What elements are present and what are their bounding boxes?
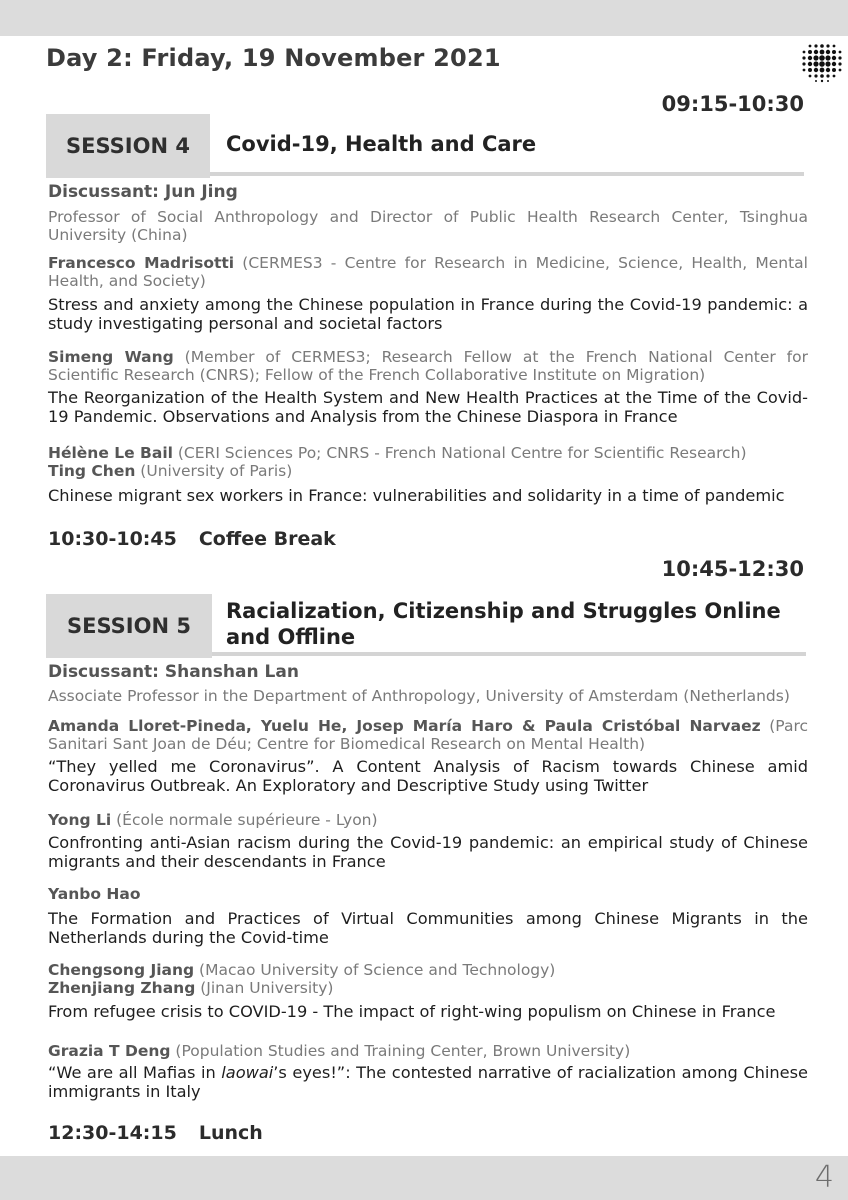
discussant-name: Discussant: Shanshan Lan xyxy=(48,662,299,682)
speaker-affiliation: (CERI Sciences Po; CNRS - French National Centre for Scientific Research) xyxy=(172,444,747,462)
speaker-name: Francesco Madrisotti xyxy=(48,254,235,272)
discussant-affiliation: Professor of Social Anthropology and Director of Public Health Research Center, Tsinghua University (China) xyxy=(48,208,808,244)
speaker-name: Zhenjiang Zhang xyxy=(48,979,196,997)
speaker-line xyxy=(48,444,808,462)
session4-paper-3 xyxy=(48,444,808,505)
speaker-affiliation: (Member of CERMES3; Research Fellow at the French National Center for Scientific Research (CNRS); Fellow of the French Collaborative Institute on Migration) xyxy=(48,348,808,384)
speaker-name: Hélène Le Bail xyxy=(48,444,173,462)
page-number: 4 xyxy=(814,1160,834,1195)
session5-title-line1: Racialization, Citizenship and Struggles Online xyxy=(226,599,781,623)
bottom-band xyxy=(0,1156,848,1200)
paper-title: From refugee crisis to COVID-19 - The impact of right-wing populism on Chinese in France xyxy=(48,1002,776,1021)
lunch-label: Lunch xyxy=(198,1122,263,1144)
paper-title: “They yelled me Coronavirus”. A Content Analysis of Racism towards Chinese amid Coronavirus Outbreak. An Exploratory and Descriptive Study using Twitter xyxy=(48,757,808,795)
session4-discussant xyxy=(48,182,808,244)
session5-divider xyxy=(212,652,806,656)
top-band xyxy=(0,0,848,36)
paper-title: Stress and anxiety among the Chinese population in France during the Covid-19 pandemic: a study investigating personal and societal factors xyxy=(48,295,808,333)
lunch-time: 12:30-14:15 xyxy=(48,1122,177,1144)
session4-paper-2 xyxy=(48,348,808,426)
speaker-affiliation: (CERMES3 - Centre for Research in Medicine, Science, Health, Mental Health, and Society) xyxy=(48,254,808,290)
paper-title: Chinese migrant sex workers in France: vulnerabilities and solidarity in a time of pandemic xyxy=(48,486,785,505)
speaker-line xyxy=(48,961,808,979)
speaker-affiliation: (Macao University of Science and Technology) xyxy=(194,961,556,979)
speaker-line xyxy=(48,811,808,829)
session5-paper-5 xyxy=(48,1042,808,1101)
session5-paper-3 xyxy=(48,885,808,947)
day-title: Day 2: Friday, 19 November 2021 xyxy=(46,44,501,72)
paper-title: Confronting anti-Asian racism during the Covid-19 pandemic: an empirical study of Chinese migrants and their descendants in France xyxy=(48,833,808,871)
discussant-name: Discussant: Jun Jing xyxy=(48,182,238,202)
speaker-affiliation: (Jinan University) xyxy=(195,979,334,997)
session5-paper-1 xyxy=(48,717,808,795)
speaker-line xyxy=(48,885,808,903)
speaker-line xyxy=(48,979,808,997)
paper-title: The Formation and Practices of Virtual Communities among Chinese Migrants in the Netherlands during the Covid-time xyxy=(48,909,808,947)
speaker-name: Amanda Lloret-Pineda, Yuelu He, Josep María Haro & Paula Cristóbal Narvaez xyxy=(48,717,761,735)
coffee-break-label: Coffee Break xyxy=(198,528,336,550)
coffee-break-time: 10:30-10:45 xyxy=(48,528,177,550)
session4-divider xyxy=(210,172,804,176)
dot-grid-icon xyxy=(800,42,844,84)
session5-title xyxy=(226,598,781,650)
session4-title: Covid-19, Health and Care xyxy=(226,132,537,156)
session4-label: SESSION 4 xyxy=(46,114,210,178)
discussant-affiliation: Associate Professor in the Department of Anthropology, University of Amsterdam (Netherlands) xyxy=(48,687,790,705)
session5-title-line2: and Offline xyxy=(226,625,356,649)
session5-label: SESSION 5 xyxy=(46,594,212,658)
speaker-line xyxy=(48,348,808,384)
speaker-name: Ting Chen xyxy=(48,462,136,480)
session5-paper-2 xyxy=(48,811,808,871)
paper-title: “We are all Mafias in laowai’s eyes!”: The contested narrative of racialization among Chinese immigrants in Italy xyxy=(48,1063,808,1101)
speaker-affiliation: (École normale supérieure - Lyon) xyxy=(111,811,378,829)
speaker-name: Simeng Wang xyxy=(48,348,174,366)
speaker-affiliation: (Parc Sanitari Sant Joan de Déu; Centre for Biomedical Research on Mental Health) xyxy=(48,717,808,753)
speaker-line xyxy=(48,462,808,480)
paper-title: The Reorganization of the Health System and New Health Practices at the Time of the Covid-19 Pandemic. Observations and Analysis from the Chinese Diaspora in France xyxy=(48,388,808,426)
lunch-break xyxy=(48,1122,263,1144)
session4-time: 09:15-10:30 xyxy=(661,92,804,116)
session5-time: 10:45-12:30 xyxy=(661,557,804,581)
speaker-name: Chengsong Jiang xyxy=(48,961,195,979)
coffee-break xyxy=(48,528,336,550)
session5-paper-4 xyxy=(48,961,808,1021)
speaker-name: Yong Li xyxy=(48,811,112,829)
session4-paper-1 xyxy=(48,254,808,333)
speaker-line xyxy=(48,1042,808,1060)
speaker-name: Grazia T Deng xyxy=(48,1042,171,1060)
speaker-line xyxy=(48,717,808,753)
speaker-name: Yanbo Hao xyxy=(48,885,141,903)
speaker-affiliation: (Population Studies and Training Center, Brown University) xyxy=(170,1042,631,1060)
session5-discussant xyxy=(48,662,808,705)
speaker-affiliation: (University of Paris) xyxy=(135,462,293,480)
speaker-line xyxy=(48,254,808,290)
